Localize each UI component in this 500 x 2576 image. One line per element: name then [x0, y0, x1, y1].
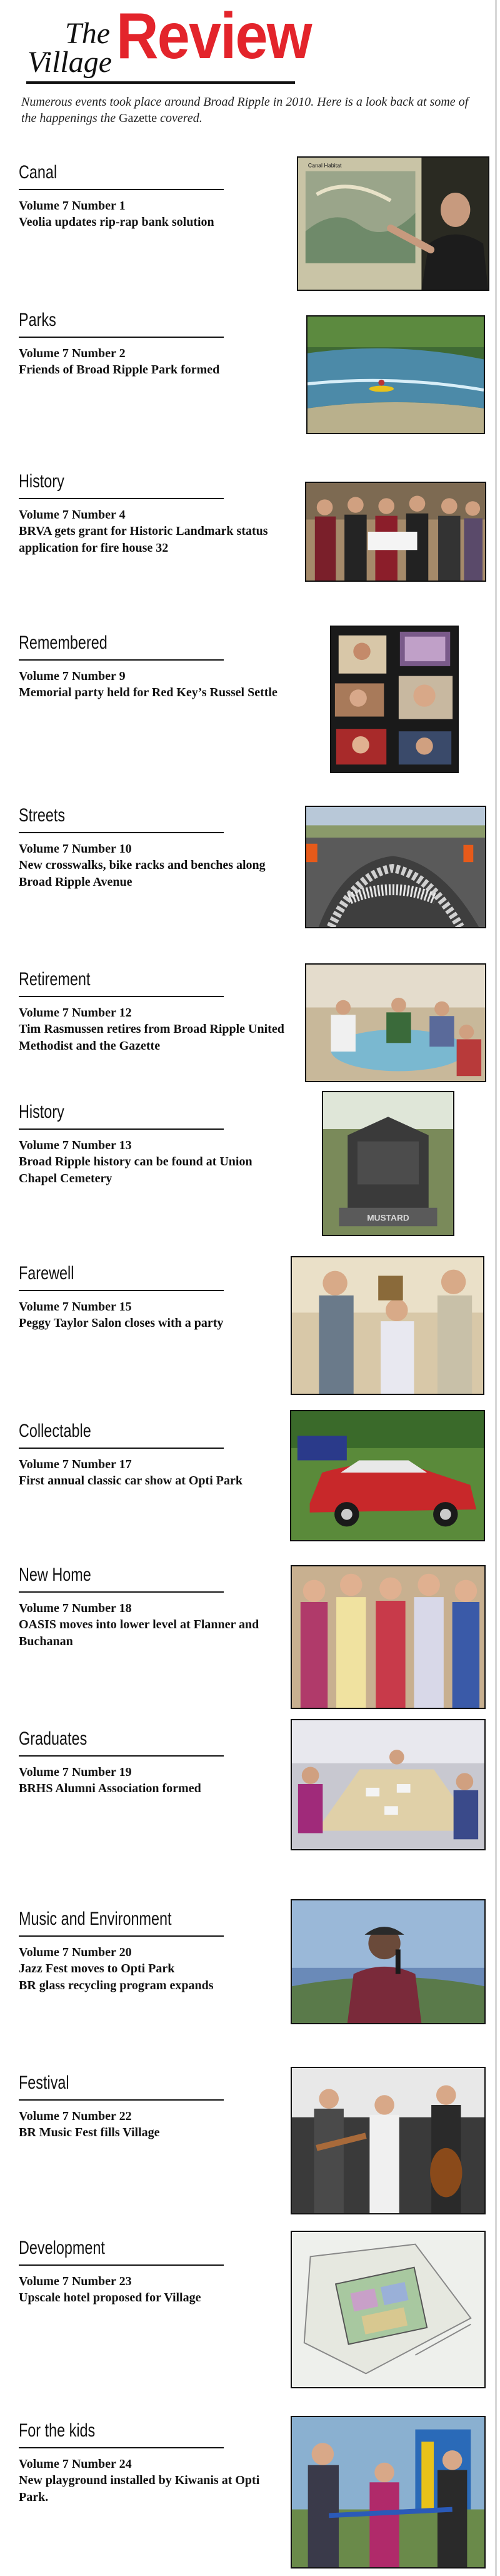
section-volume: Volume 7 Number 19: [19, 1765, 132, 1779]
section-description: Memorial party held for Red Key’s Russel Settle: [19, 686, 278, 699]
presentation-photo: [297, 156, 489, 291]
section-description: New crosswalks, bike racks and benches along Broad Ripple Avenue: [19, 858, 266, 889]
section-volume: Volume 7 Number 9: [19, 669, 126, 683]
section-description: Peggy Taylor Salon closes with a party: [19, 1316, 224, 1330]
section-rule: [19, 189, 224, 190]
section-rule: [19, 2264, 224, 2266]
masthead-rule: [26, 81, 295, 84]
band-photo: [291, 2067, 486, 2214]
section-title: Retirement: [19, 969, 91, 990]
section-description: Tim Rasmussen retires from Broad Ripple United Methodist and the Gazette: [19, 1022, 284, 1053]
section-description: Veolia updates rip-rap bank solution: [19, 215, 214, 229]
intro-text: Numerous events took place around Broad Ripple in 2010. Here is a look back at some of the happenings the: [21, 95, 469, 125]
slide-caption: Canal Habitat: [308, 162, 342, 169]
section-title: Development: [19, 2238, 105, 2258]
stone-inscription: MUSTARD: [367, 1213, 409, 1223]
section-description: Friends of Broad Ripple Park formed: [19, 363, 220, 377]
section-description: BRHS Alumni Association formed: [19, 1782, 201, 1795]
section-title: Canal: [19, 162, 58, 183]
masthead-review: Review: [116, 0, 311, 73]
crosswalk-photo: [305, 806, 486, 928]
section-rule: [19, 2099, 224, 2101]
section-volume: Volume 7 Number 12: [19, 1006, 132, 1020]
intro-gazette: Gazette: [119, 111, 158, 125]
masthead: [25, 0, 311, 85]
section-rule: [19, 1755, 224, 1757]
section-volume: Volume 7 Number 22: [19, 2109, 132, 2123]
section-rule: [19, 1448, 224, 1449]
singer-photo: [291, 1899, 486, 2024]
section-rule: [19, 1290, 224, 1291]
section-rule: [19, 498, 224, 499]
section-title: Farewell: [19, 1263, 74, 1284]
section-volume: Volume 7 Number 18: [19, 1601, 132, 1615]
section-rule: [19, 1591, 224, 1593]
kayak-river-photo: [306, 315, 485, 434]
section-description: BRVA gets grant for Historic Landmark status application for fire house 32: [19, 524, 268, 555]
group-photo: [291, 1565, 486, 1709]
meeting-photo: [291, 1719, 486, 1850]
ribbon-cutting-photo: [291, 2416, 486, 2568]
section-description: First annual classic car show at Opti Park: [19, 1474, 242, 1488]
group-check-photo: [305, 482, 486, 582]
section-description: OASIS moves into lower level at Flanner and Buchanan: [19, 1618, 259, 1648]
section-title: For the kids: [19, 2420, 96, 2441]
section-rule: [19, 337, 224, 338]
section-title: Festival: [19, 2072, 69, 2093]
section-volume: Volume 7 Number 2: [19, 347, 126, 360]
section-volume: Volume 7 Number 17: [19, 1458, 132, 1471]
photo-collage: [330, 626, 459, 773]
section-title: New Home: [19, 1564, 91, 1585]
section-title: Remembered: [19, 632, 108, 653]
section-title: Music and Environment: [19, 1909, 172, 1929]
section-title: History: [19, 1102, 64, 1122]
section-title: History: [19, 471, 64, 492]
section-rule: [19, 1935, 224, 1937]
section-rule: [19, 659, 224, 661]
section-description: Broad Ripple history can be found at Union Chapel Cemetery: [19, 1155, 252, 1185]
classic-car-photo: [290, 1410, 485, 1541]
floor-plan-photo: [291, 2231, 486, 2388]
section-volume: Volume 7 Number 23: [19, 2274, 132, 2288]
section-description: BR Music Fest fills Village: [19, 2126, 160, 2139]
intro-tail: covered.: [160, 111, 202, 125]
section-rule: [19, 996, 224, 997]
section-title: Streets: [19, 805, 66, 826]
salon-photo: [291, 1256, 484, 1395]
section-description: New playground installed by Kiwanis at Opti Park.: [19, 2473, 260, 2504]
gravestone-photo: [322, 1091, 454, 1236]
party-photo: [305, 963, 486, 1082]
section-volume: Volume 7 Number 15: [19, 1300, 132, 1314]
masthead-the: The: [65, 17, 110, 50]
section-volume: Volume 7 Number 10: [19, 842, 132, 856]
section-volume: Volume 7 Number 24: [19, 2457, 132, 2471]
intro-paragraph: [21, 94, 484, 126]
section-description: Jazz Fest moves to Opti Park BR glass recycling program expands: [19, 1962, 214, 1992]
section-volume: Volume 7 Number 1: [19, 199, 126, 213]
section-rule: [19, 1128, 224, 1130]
page-edge-rule: [495, 0, 497, 2576]
section-rule: [19, 832, 224, 833]
masthead-village: Village: [28, 46, 112, 79]
section-volume: Volume 7 Number 13: [19, 1138, 132, 1152]
section-title: Parks: [19, 310, 56, 330]
section-title: Graduates: [19, 1728, 88, 1749]
section-volume: Volume 7 Number 4: [19, 508, 126, 522]
section-description: Upscale hotel proposed for Village: [19, 2291, 201, 2305]
section-volume: Volume 7 Number 20: [19, 1945, 132, 1959]
section-rule: [19, 2447, 224, 2448]
section-title: Collectable: [19, 1421, 91, 1441]
